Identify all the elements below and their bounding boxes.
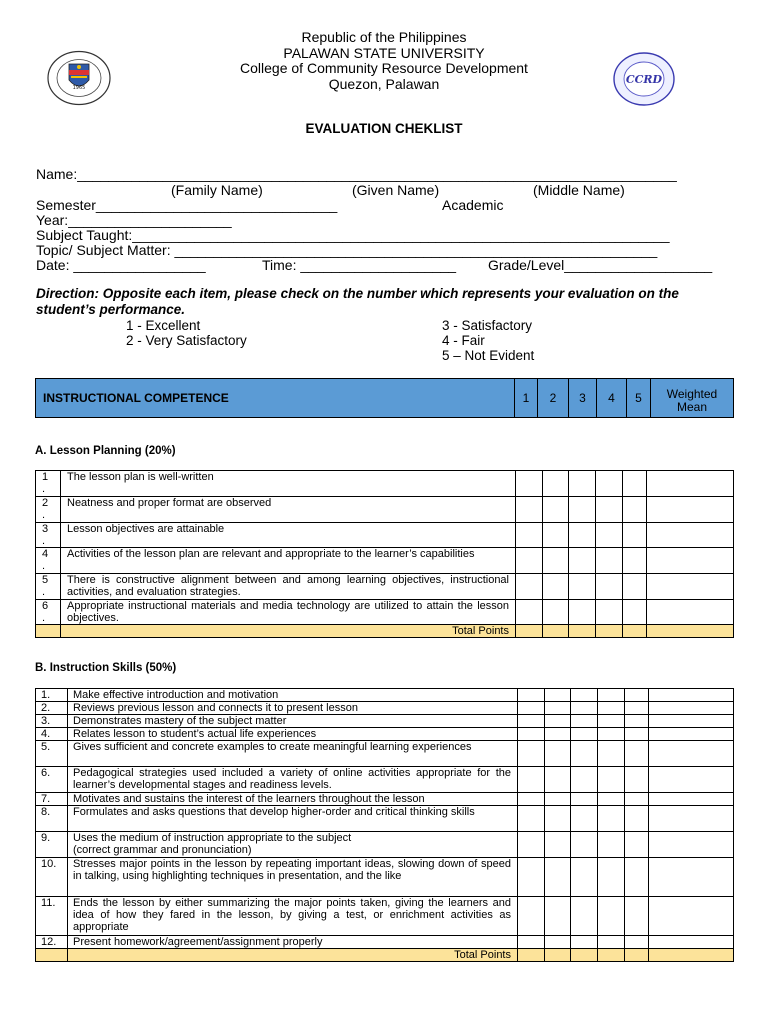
rating-col-2: 2 bbox=[538, 379, 569, 418]
rating-cell-2[interactable] bbox=[545, 858, 571, 897]
item-text: There is constructive alignment between and among learning objectives, instructional activities, and evaluation strategies. bbox=[61, 574, 516, 600]
item-number: 8. bbox=[36, 806, 68, 832]
total-cell[interactable] bbox=[571, 949, 598, 962]
total-cell[interactable] bbox=[543, 625, 569, 638]
total-points-label: Total Points bbox=[68, 949, 518, 962]
total-cell[interactable] bbox=[518, 949, 545, 962]
rating-cell-2[interactable] bbox=[543, 523, 569, 548]
table-row bbox=[36, 858, 734, 897]
rating-cell-3[interactable] bbox=[571, 741, 598, 767]
rating-col-4: 4 bbox=[597, 379, 627, 418]
rating-cell-4[interactable] bbox=[596, 548, 623, 574]
rating-cell-5[interactable] bbox=[625, 767, 649, 793]
rating-cell-5[interactable] bbox=[623, 471, 647, 497]
location-line: Quezon, Palawan bbox=[328, 75, 440, 92]
table-row bbox=[36, 806, 734, 832]
rating-cell-3[interactable] bbox=[571, 806, 598, 832]
total-cell[interactable] bbox=[516, 625, 543, 638]
family-name-caption: (Family Name) bbox=[171, 182, 263, 198]
weighted-mean-cell[interactable] bbox=[647, 548, 734, 574]
item-text: Uses the medium of instruction appropriate to the subject (correct grammar and pronunciation) bbox=[68, 832, 518, 858]
weighted-mean-cell[interactable] bbox=[647, 497, 734, 523]
item-text: Relates lesson to student’s actual life experiences bbox=[68, 728, 518, 741]
weighted-mean-header: Weighted Mean bbox=[651, 379, 734, 418]
weighted-mean-cell[interactable] bbox=[649, 715, 734, 728]
time-field[interactable]: Time: ____________________ bbox=[262, 257, 457, 273]
rating-cell-5[interactable] bbox=[625, 741, 649, 767]
rating-cell-2[interactable] bbox=[545, 767, 571, 793]
rating-cell-2[interactable] bbox=[545, 689, 571, 702]
total-points-row bbox=[36, 625, 734, 638]
total-cell[interactable] bbox=[545, 949, 571, 962]
weighted-mean-cell[interactable] bbox=[649, 741, 734, 767]
item-text: Make effective introduction and motivation bbox=[68, 689, 518, 702]
table-row bbox=[36, 497, 734, 523]
item-text: Activities of the lesson plan are relevant and appropriate to the learner’s capabilities bbox=[61, 548, 516, 574]
scale-excellent: 1 - Excellent bbox=[126, 318, 201, 333]
rating-cell-2[interactable] bbox=[543, 497, 569, 523]
year-field[interactable]: Year:_____________________ bbox=[36, 212, 232, 228]
total-points-row bbox=[36, 949, 734, 962]
rating-cell-4[interactable] bbox=[596, 600, 623, 625]
rating-cell-5[interactable] bbox=[625, 728, 649, 741]
total-cell[interactable] bbox=[649, 949, 734, 962]
item-number: 3. bbox=[36, 715, 68, 728]
semester-field[interactable]: Semester_______________________________ bbox=[36, 197, 338, 213]
rating-cell-3[interactable] bbox=[571, 897, 598, 936]
rating-cell-3[interactable] bbox=[571, 858, 598, 897]
weighted-mean-cell[interactable] bbox=[647, 523, 734, 548]
table-row bbox=[36, 767, 734, 793]
rating-cell-2[interactable] bbox=[545, 715, 571, 728]
rating-cell-5[interactable] bbox=[625, 936, 649, 949]
table-row bbox=[36, 793, 734, 806]
item-number: 5. bbox=[36, 741, 68, 767]
direction-text: Direction: Opposite each item, please check on the number which represents your evaluation on the student’s performance. bbox=[36, 286, 679, 317]
rating-cell-2[interactable] bbox=[545, 936, 571, 949]
table-row bbox=[36, 471, 734, 497]
rating-cell-3[interactable] bbox=[571, 702, 598, 715]
rating-cell-5[interactable] bbox=[625, 793, 649, 806]
rating-col-5: 5 bbox=[627, 379, 651, 418]
rating-cell-3[interactable] bbox=[571, 767, 598, 793]
rating-cell-1[interactable] bbox=[516, 600, 543, 625]
letterhead bbox=[0, 30, 768, 92]
rating-cell-4[interactable] bbox=[596, 471, 623, 497]
weighted-mean-cell[interactable] bbox=[649, 702, 734, 715]
rating-cell-1[interactable] bbox=[518, 936, 545, 949]
rating-cell-2[interactable] bbox=[545, 897, 571, 936]
rating-cell-1[interactable] bbox=[518, 767, 545, 793]
rating-cell-1[interactable] bbox=[518, 715, 545, 728]
weighted-mean-cell[interactable] bbox=[647, 600, 734, 625]
subject-taught-field[interactable]: Subject Taught:_____________________________________________________________________ bbox=[36, 227, 670, 243]
rating-cell-1[interactable] bbox=[518, 897, 545, 936]
rating-cell-1[interactable] bbox=[516, 471, 543, 497]
rating-cell-4[interactable] bbox=[598, 793, 625, 806]
instruction-skills-table bbox=[35, 688, 734, 962]
rating-cell-3[interactable] bbox=[571, 936, 598, 949]
rating-cell-3[interactable] bbox=[571, 793, 598, 806]
rating-cell-3[interactable] bbox=[569, 600, 596, 625]
total-cell[interactable] bbox=[623, 625, 647, 638]
item-text: Ends the lesson by either summarizing the major points taken, giving the learners and idea of how they fared in the lesson, by giving a test, or enrichment activities as appropriate bbox=[68, 897, 518, 936]
rating-cell-5[interactable] bbox=[625, 832, 649, 858]
competence-label: INSTRUCTIONAL COMPETENCE bbox=[36, 379, 515, 418]
rating-cell-5[interactable] bbox=[623, 600, 647, 625]
rating-cell-5[interactable] bbox=[625, 897, 649, 936]
rating-col-3: 3 bbox=[569, 379, 597, 418]
table-row bbox=[36, 600, 734, 625]
rating-cell-1[interactable] bbox=[516, 497, 543, 523]
total-cell[interactable] bbox=[625, 949, 649, 962]
table-row bbox=[36, 832, 734, 858]
rating-cell-2[interactable] bbox=[545, 806, 571, 832]
item-number: 10. bbox=[36, 858, 68, 897]
item-number: 12. bbox=[36, 936, 68, 949]
item-text: Neatness and proper format are observed bbox=[61, 497, 516, 523]
total-cell[interactable] bbox=[647, 625, 734, 638]
rating-cell-2[interactable] bbox=[543, 471, 569, 497]
college-name: College of Community Resource Development bbox=[240, 60, 528, 76]
rating-cell-4[interactable] bbox=[598, 897, 625, 936]
item-number: 4. bbox=[36, 728, 68, 741]
table-row bbox=[36, 715, 734, 728]
scale-fair: 4 - Fair bbox=[442, 333, 485, 348]
item-text: Formulates and asks questions that develop higher-order and critical thinking skills bbox=[68, 806, 518, 832]
item-number: 1. bbox=[36, 689, 68, 702]
rating-cell-3[interactable] bbox=[571, 728, 598, 741]
rating-cell-4[interactable] bbox=[598, 728, 625, 741]
rating-cell-3[interactable] bbox=[569, 523, 596, 548]
item-text: Gives sufficient and concrete examples to create meaningful learning experiences bbox=[68, 741, 518, 767]
rating-cell-1[interactable] bbox=[516, 548, 543, 574]
rating-cell-4[interactable] bbox=[596, 523, 623, 548]
table-row bbox=[36, 741, 734, 767]
item-number: 4 . bbox=[36, 548, 61, 574]
rating-cell-5[interactable] bbox=[625, 702, 649, 715]
item-number: 11. bbox=[36, 897, 68, 936]
item-text: Reviews previous lesson and connects it to present lesson bbox=[68, 702, 518, 715]
weighted-mean-cell[interactable] bbox=[649, 897, 734, 936]
item-number: 3 . bbox=[36, 523, 61, 548]
weighted-mean-cell[interactable] bbox=[649, 767, 734, 793]
university-name: PALAWAN STATE UNIVERSITY bbox=[283, 44, 485, 61]
total-blank-cell bbox=[36, 949, 68, 962]
rating-cell-1[interactable] bbox=[518, 806, 545, 832]
item-number: 5 . bbox=[36, 574, 61, 600]
rating-col-1: 1 bbox=[515, 379, 538, 418]
rating-cell-5[interactable] bbox=[623, 523, 647, 548]
rating-cell-2[interactable] bbox=[543, 548, 569, 574]
rating-cell-4[interactable] bbox=[598, 858, 625, 897]
rating-cell-2[interactable] bbox=[543, 600, 569, 625]
total-cell[interactable] bbox=[598, 949, 625, 962]
topic-field[interactable]: Topic/ Subject Matter: ______________________________________________________________ bbox=[36, 242, 658, 258]
section-a-title: A. Lesson Planning (20%) bbox=[35, 445, 176, 457]
table-row bbox=[36, 897, 734, 936]
rating-cell-2[interactable] bbox=[545, 702, 571, 715]
table-row bbox=[36, 523, 734, 548]
rating-cell-4[interactable] bbox=[598, 715, 625, 728]
rating-cell-3[interactable] bbox=[569, 574, 596, 600]
rating-cell-4[interactable] bbox=[598, 767, 625, 793]
rating-cell-1[interactable] bbox=[518, 741, 545, 767]
rating-cell-4[interactable] bbox=[596, 497, 623, 523]
scale-not-evident: 5 – Not Evident bbox=[442, 348, 535, 363]
rating-cell-3[interactable] bbox=[569, 548, 596, 574]
svg-text:1965: 1965 bbox=[72, 85, 86, 91]
rating-cell-3[interactable] bbox=[569, 471, 596, 497]
item-text: Pedagogical strategies used included a variety of online activities appropriate for the learner’s developmental stages and readiness levels. bbox=[68, 767, 518, 793]
weighted-mean-cell[interactable] bbox=[649, 728, 734, 741]
rating-cell-2[interactable] bbox=[545, 793, 571, 806]
rating-cell-1[interactable] bbox=[518, 793, 545, 806]
rating-cell-5[interactable] bbox=[625, 715, 649, 728]
rating-cell-2[interactable] bbox=[545, 832, 571, 858]
table-row bbox=[36, 548, 734, 574]
rating-cell-1[interactable] bbox=[516, 523, 543, 548]
republic-line: Republic of the Philippines bbox=[301, 29, 467, 45]
weighted-mean-cell[interactable] bbox=[649, 806, 734, 832]
rating-cell-5[interactable] bbox=[623, 574, 647, 600]
item-text: Appropriate instructional materials and media technology are utilized to attain the lesson objectives. bbox=[61, 600, 516, 625]
rating-cell-3[interactable] bbox=[571, 832, 598, 858]
given-name-caption: (Given Name) bbox=[352, 182, 440, 198]
rating-cell-4[interactable] bbox=[596, 574, 623, 600]
item-text: Motivates and sustains the interest of the learners throughout the lesson bbox=[68, 793, 518, 806]
rating-cell-2[interactable] bbox=[545, 728, 571, 741]
item-text: The lesson plan is well-written bbox=[61, 471, 516, 497]
rating-cell-3[interactable] bbox=[569, 497, 596, 523]
rating-cell-3[interactable] bbox=[571, 689, 598, 702]
name-field[interactable]: Name:_____________________________________________________________________________ bbox=[36, 166, 677, 182]
competence-header-table bbox=[35, 378, 734, 418]
rating-cell-5[interactable] bbox=[625, 806, 649, 832]
svg-text:CCRD: CCRD bbox=[625, 73, 663, 86]
scale-very-satisfactory: 2 - Very Satisfactory bbox=[126, 333, 247, 348]
total-cell[interactable] bbox=[596, 625, 623, 638]
weighted-mean-cell[interactable] bbox=[649, 936, 734, 949]
academic-label: Academic bbox=[442, 197, 504, 213]
rating-cell-5[interactable] bbox=[625, 858, 649, 897]
weighted-mean-cell[interactable] bbox=[649, 793, 734, 806]
item-text: Lesson objectives are attainable bbox=[61, 523, 516, 548]
item-text: Stresses major points in the lesson by repeating important ideas, slowing down of speed in talking, using highlighting techniques in presentation, and the like bbox=[68, 858, 518, 897]
item-number: 2. bbox=[36, 702, 68, 715]
total-points-label: Total Points bbox=[61, 625, 516, 638]
item-number: 6 . bbox=[36, 600, 61, 625]
table-row bbox=[36, 574, 734, 600]
rating-cell-2[interactable] bbox=[543, 574, 569, 600]
rating-cell-4[interactable] bbox=[598, 806, 625, 832]
rating-cell-4[interactable] bbox=[598, 702, 625, 715]
weighted-mean-cell[interactable] bbox=[647, 471, 734, 497]
item-number: 7. bbox=[36, 793, 68, 806]
total-cell[interactable] bbox=[569, 625, 596, 638]
rating-cell-1[interactable] bbox=[516, 574, 543, 600]
section-b-title: B. Instruction Skills (50%) bbox=[35, 662, 177, 674]
weighted-mean-cell[interactable] bbox=[647, 574, 734, 600]
rating-cell-1[interactable] bbox=[518, 858, 545, 897]
item-number: 1 . bbox=[36, 471, 61, 497]
item-number: 2 . bbox=[36, 497, 61, 523]
middle-name-caption: (Middle Name) bbox=[533, 182, 625, 198]
rating-cell-2[interactable] bbox=[545, 741, 571, 767]
page-title: EVALUATION CHEKLIST bbox=[305, 121, 463, 136]
rating-cell-1[interactable] bbox=[518, 728, 545, 741]
item-text: Demonstrates mastery of the subject matter bbox=[68, 715, 518, 728]
date-field[interactable]: Date: _________________ bbox=[36, 257, 206, 273]
rating-cell-1[interactable] bbox=[518, 832, 545, 858]
rating-cell-4[interactable] bbox=[598, 832, 625, 858]
rating-cell-4[interactable] bbox=[598, 936, 625, 949]
table-row bbox=[36, 936, 734, 949]
grade-level-field[interactable]: Grade/Level___________________ bbox=[488, 257, 713, 273]
rating-cell-1[interactable] bbox=[518, 689, 545, 702]
rating-cell-5[interactable] bbox=[625, 689, 649, 702]
weighted-mean-cell[interactable] bbox=[649, 832, 734, 858]
table-row bbox=[36, 689, 734, 702]
table-row bbox=[36, 728, 734, 741]
scale-satisfactory: 3 - Satisfactory bbox=[442, 318, 533, 333]
weighted-mean-cell[interactable] bbox=[649, 858, 734, 897]
rating-cell-4[interactable] bbox=[598, 741, 625, 767]
weighted-mean-cell[interactable] bbox=[649, 689, 734, 702]
item-number: 9. bbox=[36, 832, 68, 858]
rating-cell-5[interactable] bbox=[623, 497, 647, 523]
rating-cell-5[interactable] bbox=[623, 548, 647, 574]
rating-cell-3[interactable] bbox=[571, 715, 598, 728]
total-blank-cell bbox=[36, 625, 61, 638]
lesson-planning-table bbox=[35, 470, 734, 638]
table-row bbox=[36, 702, 734, 715]
rating-cell-1[interactable] bbox=[518, 702, 545, 715]
item-text: Present homework/agreement/assignment properly bbox=[68, 936, 518, 949]
rating-cell-4[interactable] bbox=[598, 689, 625, 702]
item-number: 6. bbox=[36, 767, 68, 793]
